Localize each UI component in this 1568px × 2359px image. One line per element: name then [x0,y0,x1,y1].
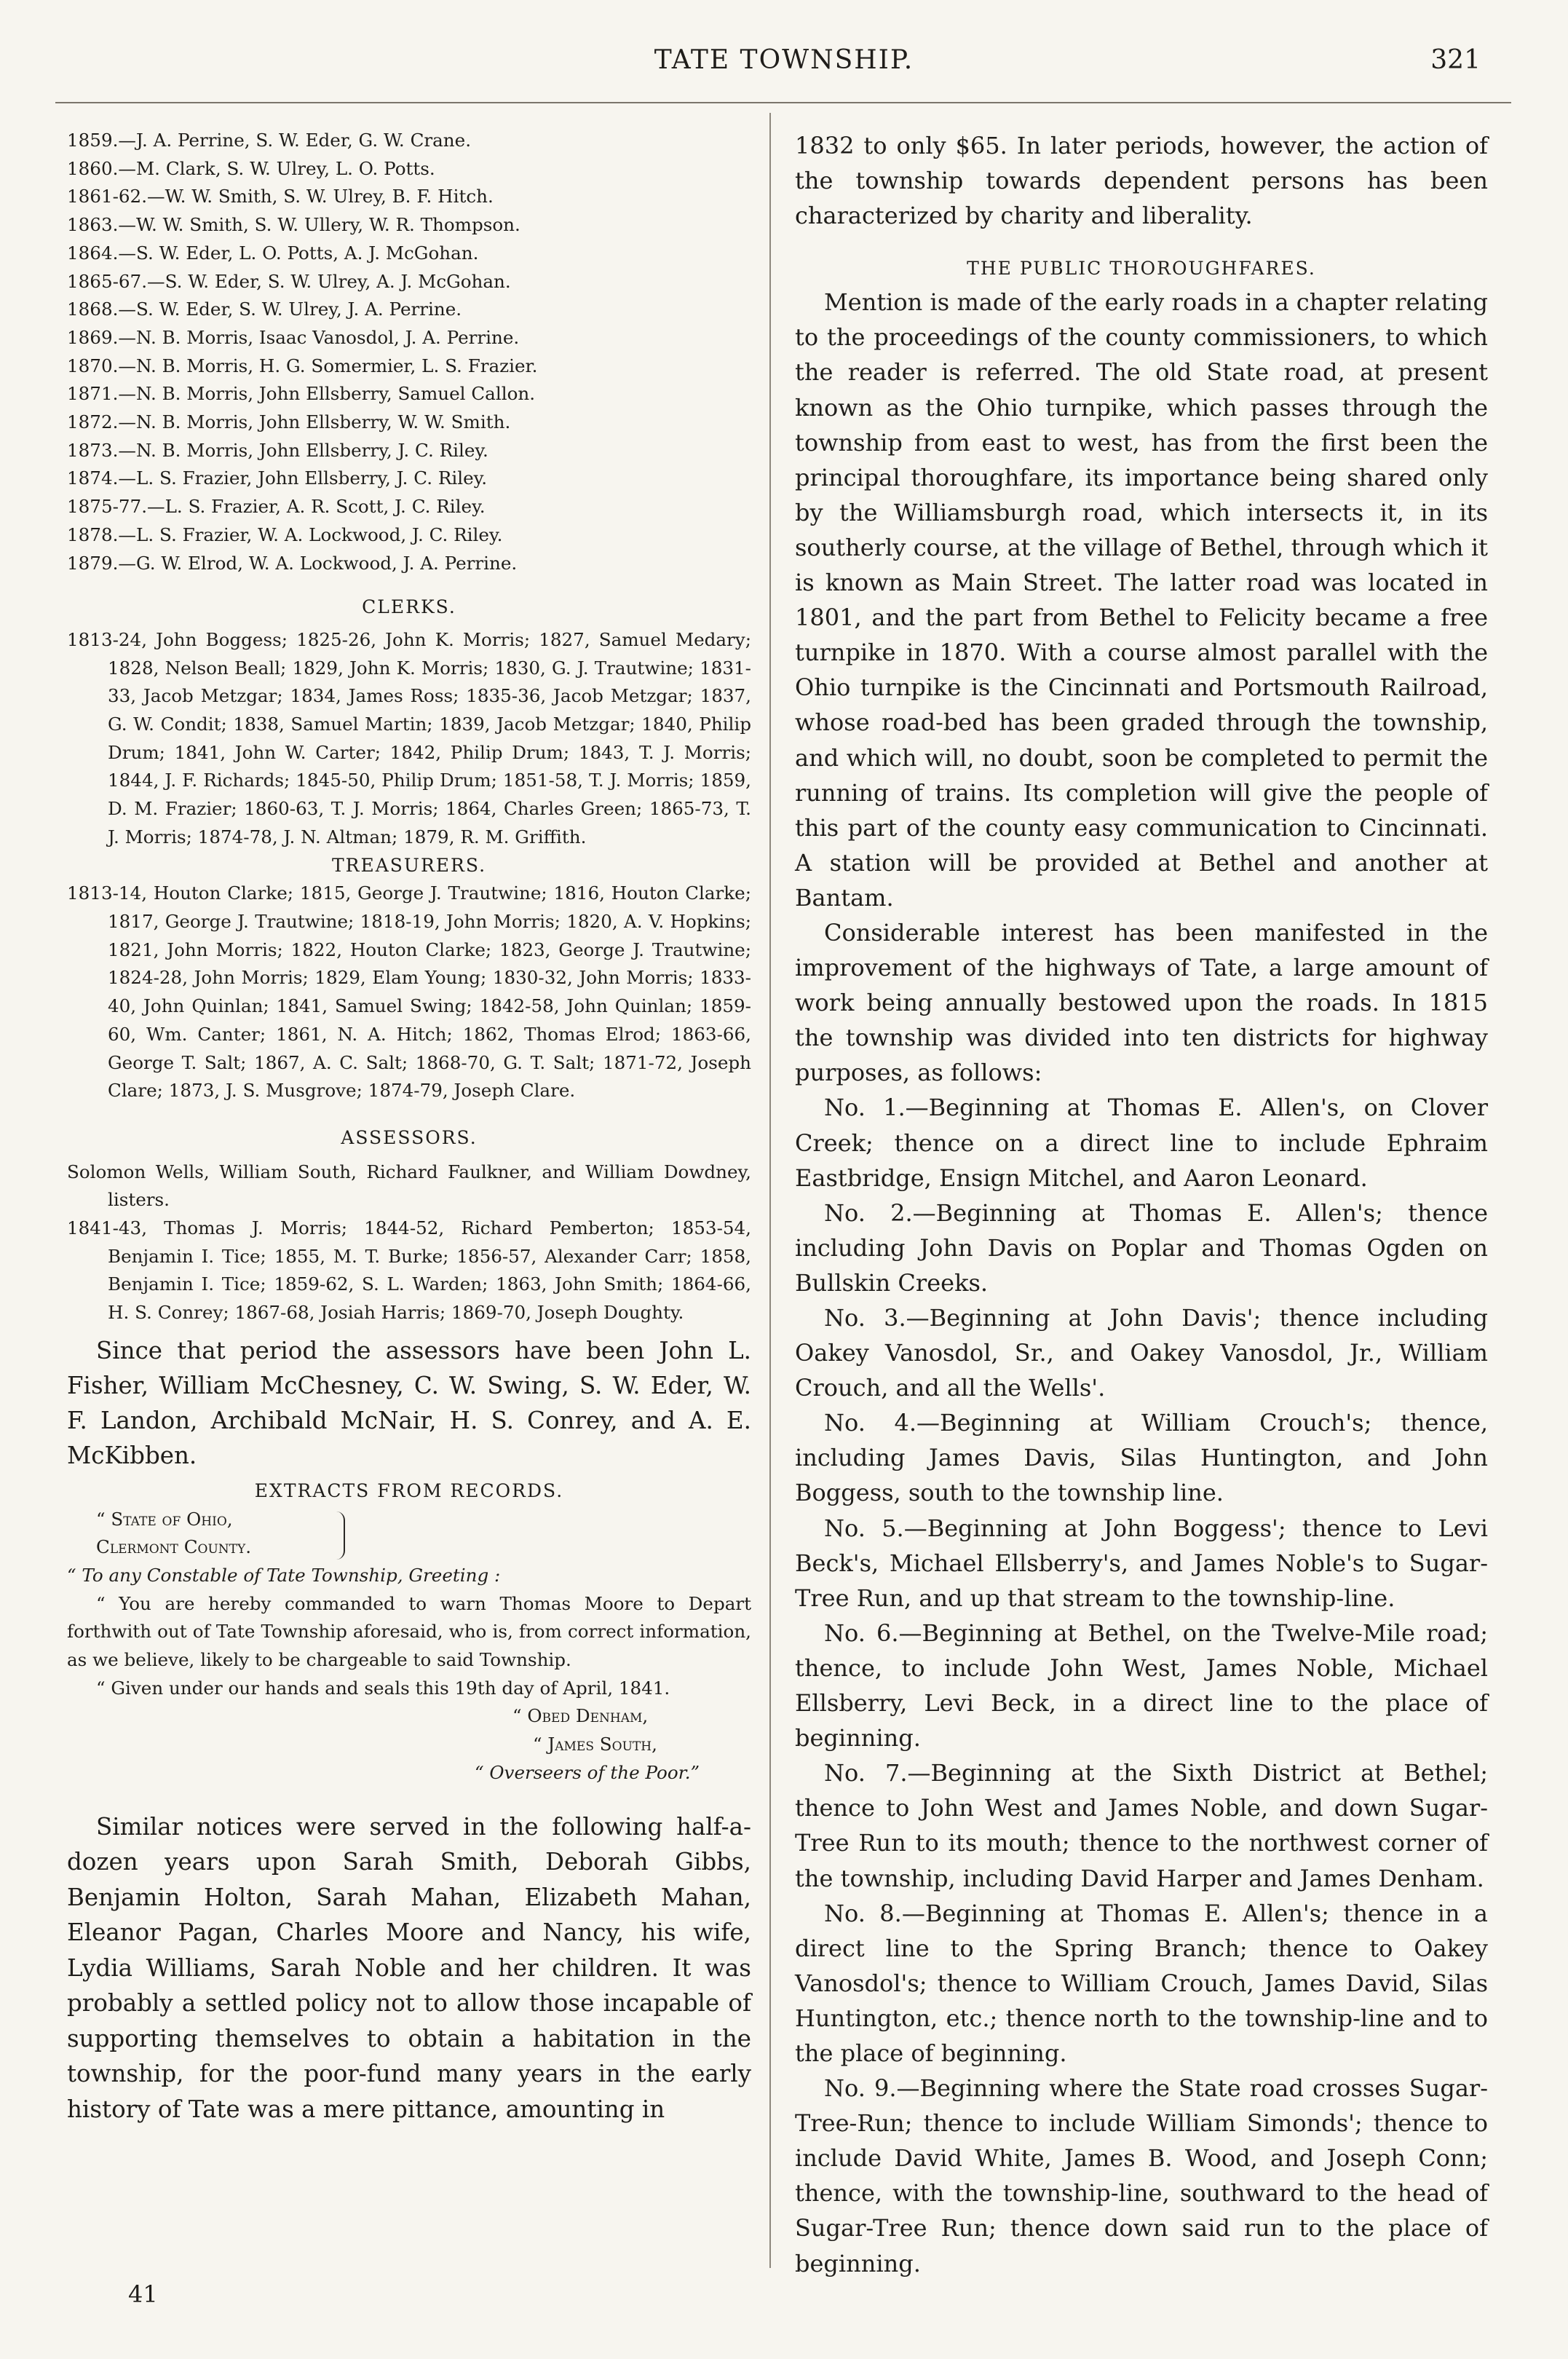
district-item: No. 8.—Beginning at Thomas E. Allen's; thence in a direct line to the Spring Branch; thence to Oakey Vanosdol's; thence to William Crouch, James David, Silas Huntington, etc.; thence north to the township-line and to the place of beginning. [795,1899,1488,2067]
trustee-entry: 1868.—S. W. Eder, S. W. Ulrey, J. A. Perrine. [67,299,462,320]
extracts-section [67,1477,751,1787]
trustee-entry: 1865-67.—S. W. Eder, S. W. Ulrey, A. J. McGohan. [67,270,511,292]
trustee-entry: 1860.—M. Clark, S. W. Ulrey, L. O. Potts. [67,157,435,179]
header-rule [55,102,1511,103]
venue-brace [336,1512,345,1560]
thoroughfares-heading: THE PUBLIC THOROUGHFARES. [967,258,1316,280]
trustee-entry: 1872.—N. B. Morris, John Ellsberry, W. W. Smith. [67,411,511,433]
signature-overseers: “ Overseers of the Poor.” [475,1761,700,1783]
district-item: No. 9.—Beginning where the State road crosses Sugar-Tree-Run; thence to include William Simonds'; thence to include David White, James B. Wood, and Joseph Conn; thence, with the township-line, southward to the head of Sugar-Tree Run; thence down said run to the place of beginning. [795,2074,1488,2277]
assessors-section [67,1124,751,1327]
trustee-entry: 1879.—G. W. Elrod, W. A. Lockwood, J. A. Perrine. [67,552,518,574]
assessors-listers: Solomon Wells, William South, Richard Faulkner, and William Dowdney, listers. [67,1161,751,1211]
folio-signature: 41 [128,2280,158,2308]
treasurers-section [67,852,751,1105]
district-item: No. 1.—Beginning at Thomas E. Allen's, on Clover Creek; thence on a direct line to include Ephraim Eastbridge, Ensign Mitchel, and Aaron Leonard. [795,1094,1488,1192]
clerks-heading: CLERKS. [362,596,456,618]
running-header [0,45,1568,82]
page-number: 321 [1430,45,1481,75]
district-item: No. 2.—Beginning at Thomas E. Allen's; thence including John Davis on Poplar and Thomas Ogden on Bullskin Creeks. [795,1198,1488,1297]
extracts-heading: EXTRACTS FROM RECORDS. [254,1479,564,1501]
signature-denham: “ Obed Denham, [512,1705,649,1727]
district-item: No. 7.—Beginning at the Sixth District at Bethel; thence to John West and James Noble, and down Sugar-Tree Run to its mouth; thence to the northwest corner of the township, including David Harper and James Denham. [795,1759,1488,1892]
page-title: TATE TOWNSHIP. [654,45,914,75]
trustee-entry: 1864.—S. W. Eder, L. O. Potts, A. J. McGohan. [67,242,479,264]
treasurers-heading: TREASURERS. [331,854,487,876]
left-column [67,127,751,2127]
trustee-entry: 1873.—N. B. Morris, John Ellsberry, J. C. Riley. [67,439,488,461]
highways-paragraph: Considerable interest has been manifested in the improvement of the highways of Tate, a large amount of work being annually bestowed upon the roads. In 1815 the township was divided into ten districts for highway purposes, as follows: [795,918,1488,1087]
assessors-heading: ASSESSORS. [341,1126,478,1148]
assessors-since: Since that period the assessors have been John L. Fisher, William McChesney, C. W. Swing, S. W. Eder, W. F. Landon, Archibald McNair, H. S. Conrey, and A. E. McKibben. [67,1336,751,1469]
trustee-entry: 1861-62.—W. W. Smith, S. W. Ulrey, B. F. Hitch. [67,186,494,208]
trustees-list [67,127,751,577]
extract-body: “ You are hereby commanded to warn Thomas Moore to Depart forthwith out of Tate Township aforesaid, who is, from correct information, as we believe, likely to be chargeable to said Township. [67,1592,751,1671]
extract-given: “ Given under our hands and seals this 19th day of April, 1841. [96,1677,670,1699]
venue-block [67,1506,751,1562]
column-divider [769,113,771,2268]
trustee-entry: 1871.—N. B. Morris, John Ellsberry, Samuel Callon. [67,383,536,405]
trustee-entry: 1878.—L. S. Frazier, W. A. Lockwood, J. C. Riley. [67,523,503,545]
trustee-entry: 1875-77.—L. S. Frazier, A. R. Scott, J. C. Riley. [67,496,486,518]
district-item: No. 5.—Beginning at John Boggess'; thence to Levi Beck's, Michael Ellsberry's, and James Noble's to Sugar-Tree Run, and up that stream to the township-line. [795,1514,1488,1612]
right-column [795,128,1488,2281]
clerks-section [67,593,751,851]
similar-notices: Similar notices were served in the following half-a-dozen years upon Sarah Smith, Deborah Gibbs, Benjamin Holton, Sarah Mahan, Elizabeth Mahan, Eleanor Pagan, Charles Moore and Nancy, his wife, Lydia Williams, Sarah Noble and her children. It was probably a settled policy not to allow those incapable of supporting themselves to obtain a habitation in the township, for the poor-fund many years in the early history of Tate was a mere pittance, amounting in [67,1812,751,2123]
trustee-entry: 1870.—N. B. Morris, H. G. Somermier, L. S. Frazier. [67,355,538,376]
district-item: No. 3.—Beginning at John Davis'; thence including Oakey Vanosdol, Sr., and Oakey Vanosdol, Jr., William Crouch, and all the Wells'. [795,1304,1488,1402]
trustee-entry: 1869.—N. B. Morris, Isaac Vanosdol, J. A. Perrine. [67,326,520,348]
district-item: No. 4.—Beginning at William Crouch's; thence, including James Davis, Silas Huntington, and John Boggess, south to the township line. [795,1409,1488,1507]
venue-county: Clermont County. [96,1536,252,1558]
extract-greeting: “ To any Constable of Tate Township, Greeting : [67,1564,501,1586]
continued-text: 1832 to only $65. In later periods, however, the action of the township towards dependent persons has been characterized by charity and liberality. [795,132,1488,230]
thoroughfares-paragraph: Mention is made of the early roads in a chapter relating to the proceedings of the county commissioners, to which the reader is referred. The old State road, at present known as the Ohio turnpike, which passes through the township from east to west, has from the first been the principal thoroughfare, its importance being shared only by the Williamsburgh road, which intersects it, in its southerly course, at the village of Bethel, through which it is known as Main Street. The latter road was located in 1801, and the part from Bethel to Felicity became a free turnpike in 1870. With a course almost parallel with the Ohio turnpike is the Cincinnati and Portsmouth Railroad, whose road-bed has been graded through the township, and which will, no doubt, soon be completed to permit the running of trains. Its completion will give the people of this part of the county easy communication to Cincinnati. A station will be provided at Bethel and another at Bantam. [795,288,1488,912]
trustee-entry: 1874.—L. S. Frazier, John Ellsberry, J. C. Riley. [67,467,488,489]
venue-state: “ State of Ohio, [96,1508,233,1530]
treasurers-text: 1813-14, Houton Clarke; 1815, George J. Trautwine; 1816, Houton Clarke; 1817, George J. Trautwine; 1818-19, John Morris; 1820, A. V. Hopkins; 1821, John Morris; 1822, Houton Clarke; 1823, George J. Trautwine; 1824-28, John Morris; 1829, Elam Young; 1830-32, John Morris; 1833-40, John Quinlan; 1841, Samuel Swing; 1842-58, John Quinlan; 1859-60, Wm. Canter; 1861, N. A. Hitch; 1862, Thomas Elrod; 1863-66, George T. Salt; 1867, A. C. Salt; 1868-70, G. T. Salt; 1871-72, Joseph Clare; 1873, J. S. Musgrove; 1874-79, Joseph Clare. [67,882,751,1102]
assessors-list: 1841-43, Thomas J. Morris; 1844-52, Richard Pemberton; 1853-54, Benjamin I. Tice; 1855, M. T. Burke; 1856-57, Alexander Carr; 1858, Benjamin I. Tice; 1859-62, S. L. Warden; 1863, John Smith; 1864-66, H. S. Conrey; 1867-68, Josiah Harris; 1869-70, Joseph Doughty. [67,1217,751,1324]
trustee-entry: 1863.—W. W. Smith, S. W. Ullery, W. R. Thompson. [67,214,520,236]
district-item: No. 6.—Beginning at Bethel, on the Twelve-Mile road; thence, to include John West, James Noble, Michael Ellsberry, Levi Beck, in a direct line to the place of beginning. [795,1619,1488,1753]
clerks-text: 1813-24, John Boggess; 1825-26, John K. Morris; 1827, Samuel Medary; 1828, Nelson Beall; 1829, John K. Morris; 1830, G. J. Trautwine; 1831-33, Jacob Metzgar; 1834, James Ross; 1835-36, Jacob Metzgar; 1837, G. W. Condit; 1838, Samuel Martin; 1839, Jacob Metzgar; 1840, Philip Drum; 1841, John W. Carter; 1842, Philip Drum; 1843, T. J. Morris; 1844, J. F. Richards; 1845-50, Philip Drum; 1851-58, T. J. Morris; 1859, D. M. Frazier; 1860-63, T. J. Morris; 1864, Charles Green; 1865-73, T. J. Morris; 1874-78, J. N. Altman; 1879, R. M. Griffith. [67,628,751,847]
trustee-entry: 1859.—J. A. Perrine, S. W. Eder, G. W. Crane. [67,130,472,151]
signature-south: “ James South, [533,1734,657,1755]
